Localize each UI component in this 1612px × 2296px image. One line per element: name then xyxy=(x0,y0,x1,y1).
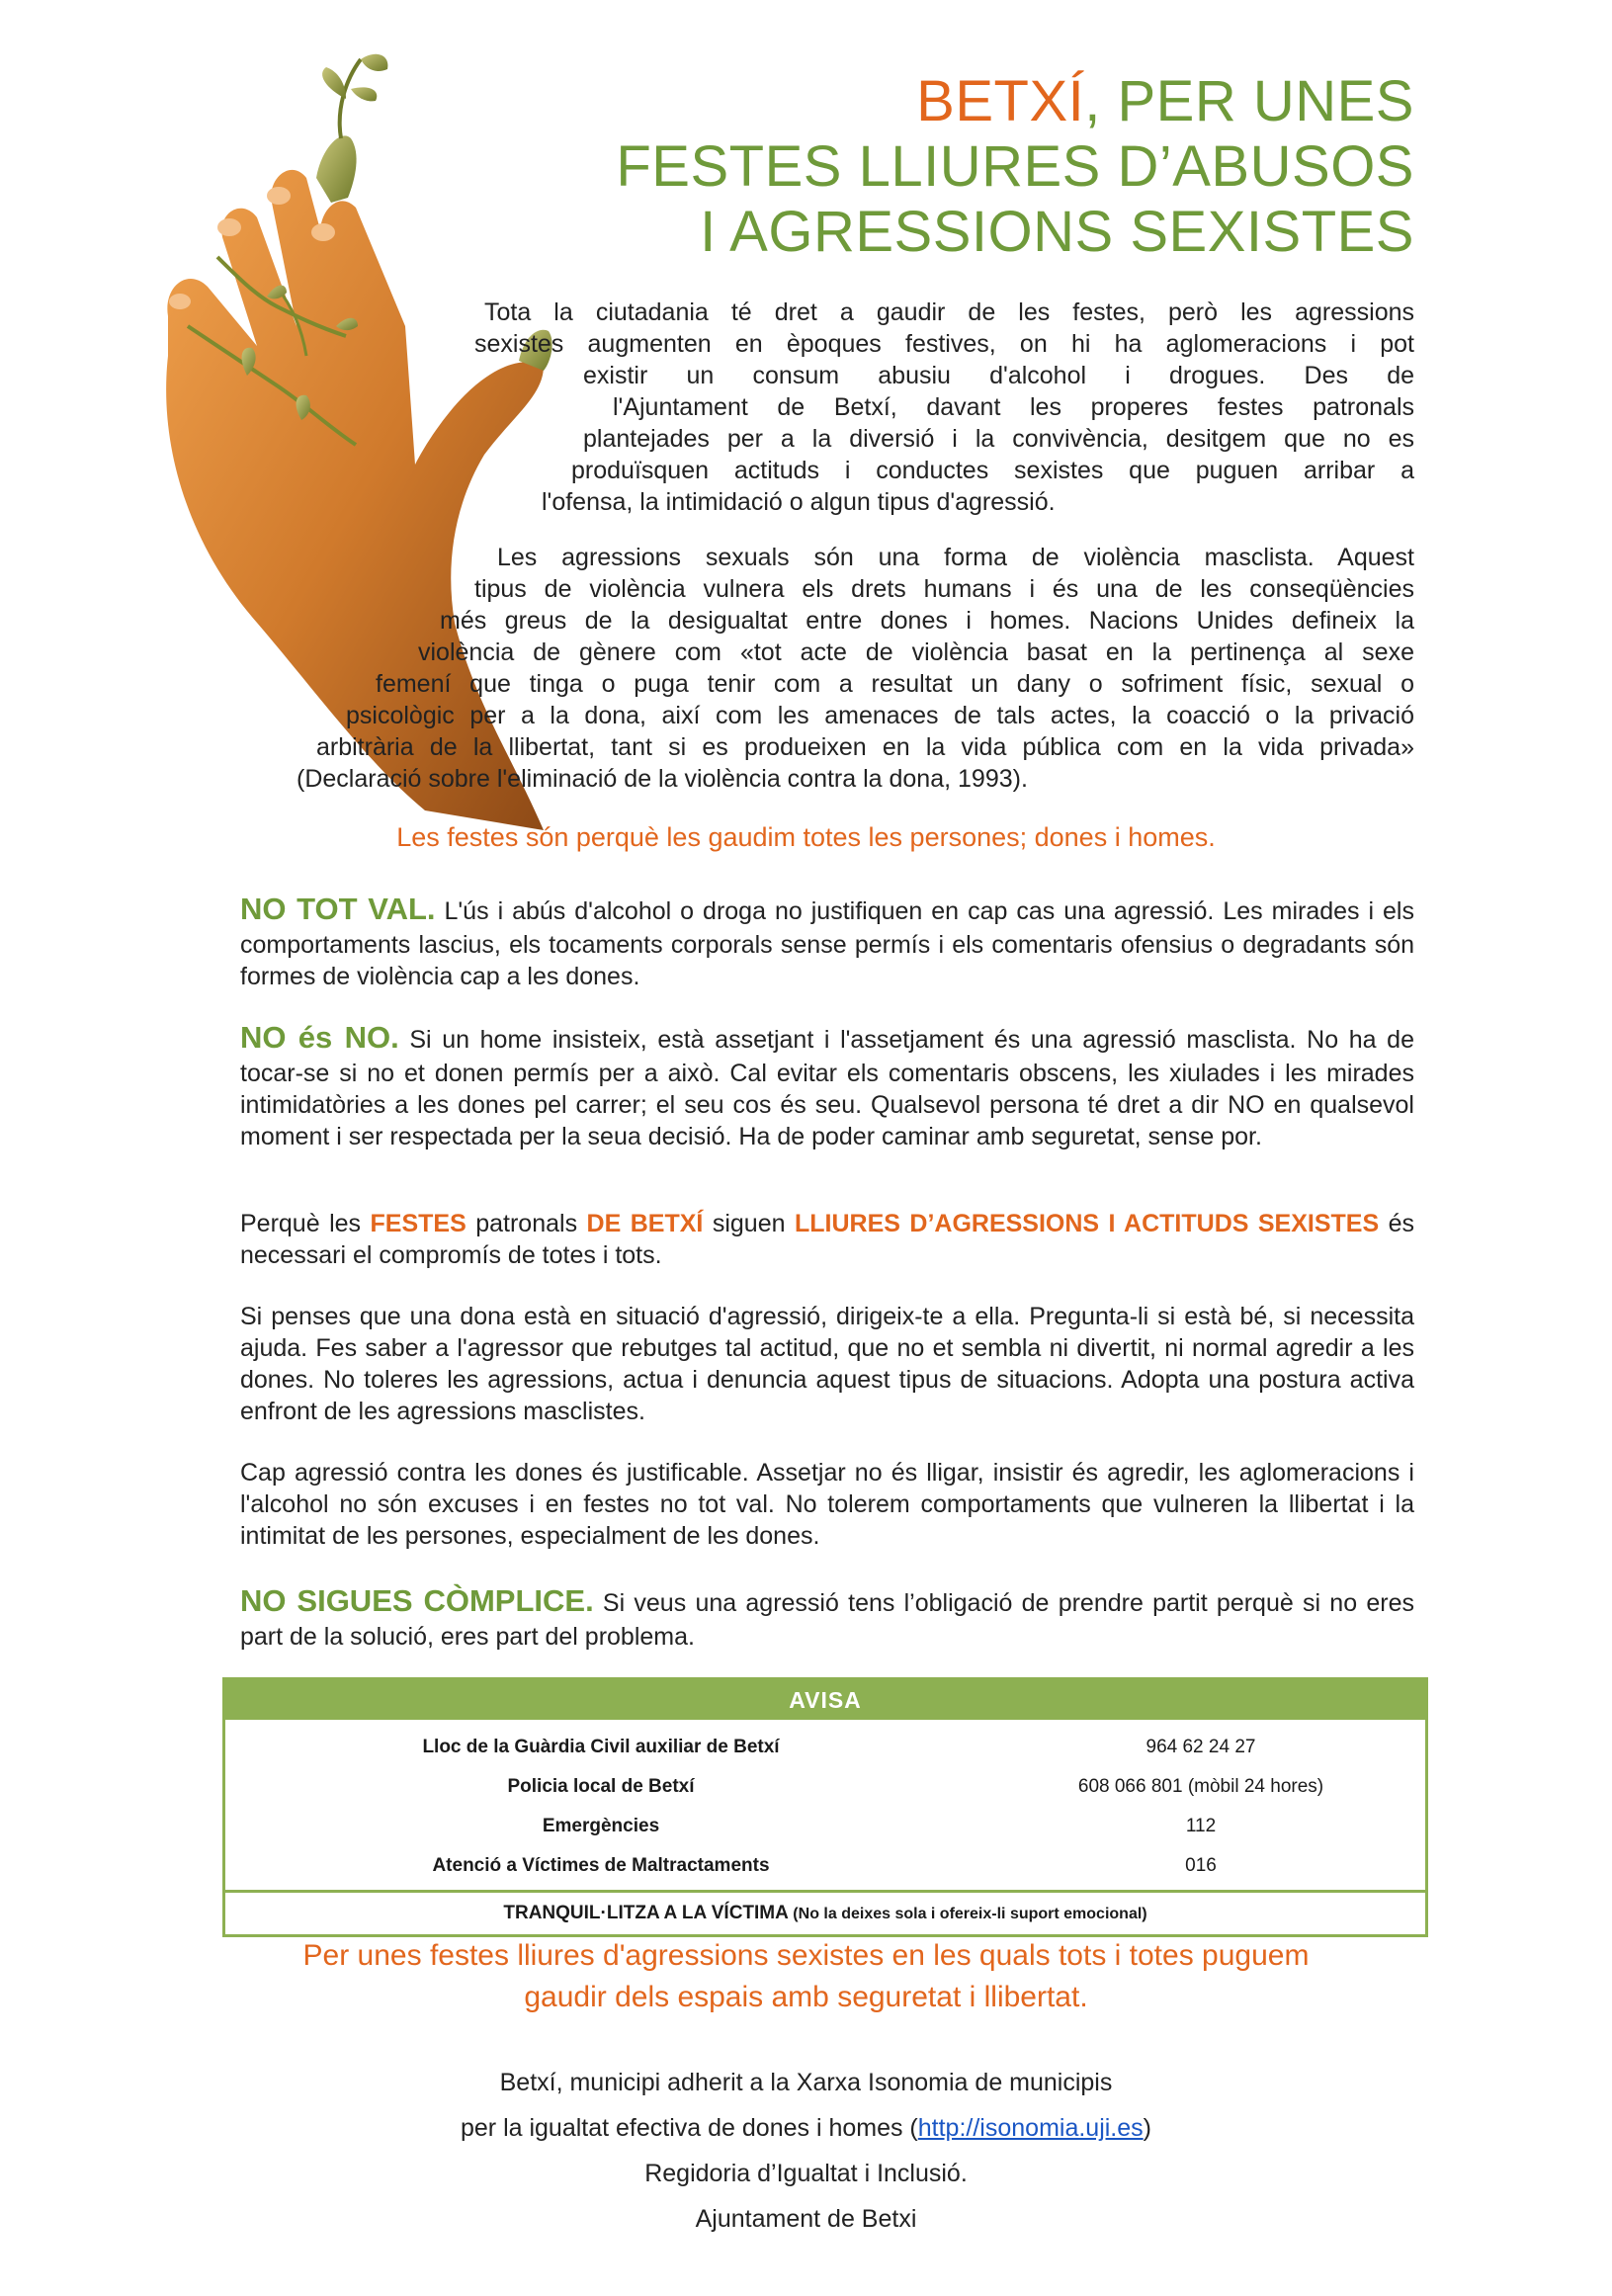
intro-line: plantejades per a la diversió i la convivència, desitgem que no es xyxy=(583,425,1414,453)
no-tot-val-paragraph xyxy=(240,890,1414,992)
no-sigues-complice-text: Si veus una agressió tens l’obligació de prendre partit perquè si no eres part de la solució, eres part del problema. xyxy=(240,1589,1414,1651)
avisa-header: AVISA xyxy=(225,1680,1425,1720)
intro-line: produïsquen actituds i conductes sexistes que puguen arribar a xyxy=(571,457,1414,484)
help-paragraph: Si penses que una dona està en situació d'agressió, dirigeix-te a ella. Pregunta-li si està bé, si necessita ajuda. Fes saber a l'agressor que rebutges tal actitud, que no et sembla ni divertit, ni normal agredir a les dones. No toleres les agressions, actua i denuncia aquest tipus de situacions. Adopta una postura activa enfront de les agressions masclistes. xyxy=(240,1303,1414,1425)
violence-line: Les agressions sexuals són una forma de violència masclista. Aquest xyxy=(497,544,1414,571)
commitment-text: siguen xyxy=(703,1210,795,1237)
commitment-highlight: DE BETXÍ xyxy=(586,1210,704,1237)
violence-line: (Declaració sobre l'eliminació de la violència contra la dona, 1993). xyxy=(297,765,1028,793)
title-line-3: I AGRESSIONS SEXISTES xyxy=(700,200,1414,265)
violence-line: psicològic per a la dona, així com les amenaces de tals actes, la coacció o la privació xyxy=(346,702,1414,729)
contact-number: 016 xyxy=(1185,1855,1217,1876)
no-es-no-text: Si un home insisteix, està assetjant i l'assetjament és una agressió masclista. No ha de tocar-se si no et donen permís per a això. Cal evitar els comentaris obscens, les xiulades i les mirades intimidatòries a les dones pel carrer; el seu cos és seu. Qualsevol persona té dret a dir NO en qualsevol moment i ser respectada per la seua decisió. Ha de poder caminar amb seguretat, sense por. xyxy=(240,1026,1414,1150)
contact-label: Atenció a Víctimes de Maltractaments xyxy=(432,1855,770,1876)
title-town-name: BETXÍ xyxy=(916,69,1085,133)
commitment-text: patronals xyxy=(466,1210,587,1237)
intro-line: l'ofensa, la intimidació o algun tipus d'agressió. xyxy=(542,488,1056,516)
violence-line: més greus de la desigualtat entre dones i homes. Nacions Unides defineix la xyxy=(440,607,1414,635)
contact-row xyxy=(225,1807,1425,1846)
intro-line: sexistes augmenten en èpoques festives, on hi ha aglomeracions i pot xyxy=(474,330,1414,358)
no-justification-paragraph: Cap agressió contra les dones és justificable. Assetjar no és lligar, insistir és agredir, les aglomeracions i l'alcohol no són excuses i en festes no tot val. No tolerem comportaments que vulneren la llibertat i la intimitat de les persones, especialment de les dones. xyxy=(240,1459,1414,1550)
credits-line-3: Regidoria d’Igualtat i Inclusió. xyxy=(644,2160,968,2187)
contact-number: 964 62 24 27 xyxy=(1145,1737,1256,1757)
commitment-highlight: LLIURES D’AGRESSIONS I ACTITUDS SEXISTES xyxy=(794,1210,1380,1237)
violence-line: arbitrària de la llibertat, tant si es produeixen en la vida pública com en la vida privada» xyxy=(316,733,1414,761)
contact-label: Policia local de Betxí xyxy=(507,1776,695,1797)
contact-label: Lloc de la Guàrdia Civil auxiliar de Betxí xyxy=(422,1737,780,1757)
slogan: Les festes són perquè les gaudim totes les persones; dones i homes. xyxy=(396,822,1216,852)
no-sigues-complice-paragraph xyxy=(240,1581,1414,1653)
commitment-paragraph xyxy=(240,1208,1414,1271)
intro-line: Tota la ciutadania té dret a gaudir de les festes, però les agressions xyxy=(484,298,1414,326)
contact-row xyxy=(225,1846,1425,1886)
violence-line: tipus de violència vulnera els drets humans i és una de les conseqüències xyxy=(474,575,1414,603)
title-line-1 xyxy=(616,69,1414,134)
no-es-no-heading: NO és NO. xyxy=(240,1020,399,1055)
intro-line: l'Ajuntament de Betxí, davant les properes festes patronals xyxy=(613,393,1414,421)
avisa-footer-main: TRANQUIL·LITZA A LA VÍCTIMA xyxy=(503,1903,789,1923)
commitment-text: Perquè les xyxy=(240,1210,371,1237)
credits-line-2 xyxy=(237,2105,1375,2151)
isonomia-link[interactable]: http://isonomia.uji.es xyxy=(917,2114,1144,2142)
closing-line-1: Per unes festes lliures d'agressions sexistes en les quals tots i totes puguem xyxy=(302,1939,1310,1972)
no-tot-val-text: L'ús i abús d'alcohol o droga no justifiquen en cap cas una agressió. Les mirades i els comportaments lascius, els tocaments corporals sense permís i els comentaris ofensius o degradants són formes de violència cap a les dones. xyxy=(240,897,1414,990)
contact-number: 608 066 801 (mòbil 24 hores) xyxy=(1077,1776,1324,1797)
commitment-highlight: FESTES xyxy=(370,1210,467,1237)
credits-line-2-text: per la igualtat efectiva de dones i homes ( xyxy=(460,2114,918,2142)
contact-label: Emergències xyxy=(542,1816,660,1836)
contact-row xyxy=(225,1767,1425,1807)
closing-message xyxy=(198,1935,1414,2018)
avisa-footer xyxy=(225,1890,1425,1934)
credits-line-4: Ajuntament de Betxi xyxy=(695,2205,917,2233)
poster-title xyxy=(616,69,1414,265)
credits xyxy=(237,2060,1375,2242)
contact-number: 112 xyxy=(1185,1816,1217,1836)
avisa-contact-table xyxy=(222,1677,1428,1937)
no-sigues-complice-heading: NO SIGUES CÒMPLICE. xyxy=(240,1583,594,1618)
closing-line-2: gaudir dels espais amb seguretat i llibertat. xyxy=(524,1981,1088,2013)
title-line-1-rest: , PER UNES xyxy=(1084,69,1414,133)
title-line-2: FESTES LLIURES D’ABUSOS xyxy=(616,134,1414,200)
violence-line: femení que tinga o puga tenir com a resultat un dany o sofriment físic, sexual o xyxy=(376,670,1414,698)
credits-line-2-close: ) xyxy=(1143,2114,1151,2142)
intro-line: existir un consum abusiu d'alcohol i drogues. Des de xyxy=(583,362,1414,389)
no-es-no-paragraph xyxy=(240,1018,1414,1152)
violence-line: violència de gènere com «tot acte de violència basat en la pertinença al sexe xyxy=(418,638,1414,666)
commitment-text: és necessari el compromís de totes i tots. xyxy=(240,1210,1415,1269)
no-tot-val-heading: NO TOT VAL. xyxy=(240,892,436,926)
contact-row xyxy=(225,1728,1425,1767)
avisa-footer-note: (No la deixes sola i ofereix-li suport emocional) xyxy=(788,1906,1147,1922)
avisa-rows xyxy=(225,1720,1425,1890)
credits-line-1: Betxí, municipi adherit a la Xarxa Isonomia de municipis xyxy=(499,2069,1113,2096)
